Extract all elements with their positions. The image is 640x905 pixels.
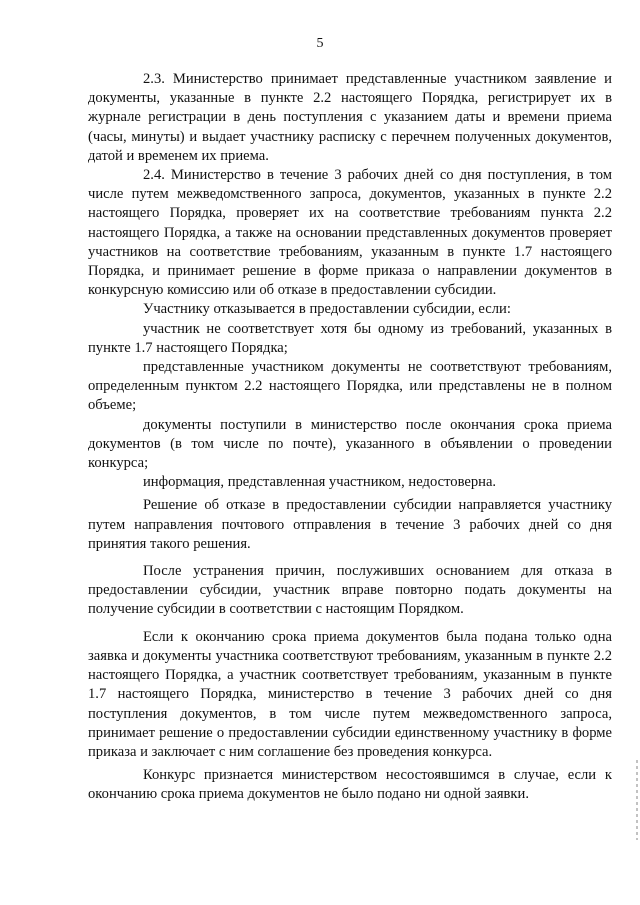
- document-body: [88, 70, 612, 805]
- failed-contest-paragraph: Конкурс признается министерством несостоявшимся в случае, если к окончанию срока приема документов не было подано ни одной заявки.: [88, 767, 612, 803]
- resubmission-paragraph: После устранения причин, послуживших основанием для отказа в предоставлении субсидии, участник вправе повторно подать документы на получение субсидии в соответствии с настоящим Порядком.: [88, 563, 612, 618]
- page-number: 5: [316, 36, 324, 51]
- refusal-intro: Участнику отказывается в предоставлении субсидии, если:: [143, 301, 511, 318]
- paragraph-2-3: 2.3. Министерство принимает представленные участником заявление и документы, указанные в пункте 2.2 настоящего Порядка, регистрирует их в журнале регистрации в день поступления с указанием даты и времени приема (часы, минуты) и выдает участнику расписку с перечнем полученных документов, датой и временем их приема.: [88, 71, 612, 164]
- refusal-reason-4: информация, представленная участником, недостоверна.: [143, 474, 497, 491]
- paragraph-2-4: 2.4. Министерство в течение 3 рабочих дней со дня поступления, в том числе путем межведомственного запроса, документов, указанных в пункте 2.2 настоящего Порядка, проверяет их на соответствие требованиям пункта 2.2 настоящего Порядка, а также на основании представленных документов проверяет участников на соответствие требованиям, указанным в пункте 1.7 настоящего Порядка, и принимает решение в форме приказа о направлении документов в конкурсную комиссию или об отказе в предоставлении субсидии.: [88, 167, 612, 299]
- refusal-reason-1: участник не соответствует хотя бы одному из требований, указанных в пункте 1.7 настоящего Порядка;: [88, 320, 612, 356]
- single-application-paragraph: Если к окончанию срока приема документов была подана только одна заявка и документы участника соответствуют требованиям, указанным в пункте 2.2 настоящего Порядка, а участник соответствует требованиям, указанным в пункте 1.7 настоящего Порядка, министерство в течение 3 рабочих дней со дня поступления документов, в том числе путем межведомственного запроса, принимает решение о предоставлении субсидии единственному участнику в форме приказа и заключает с ним соглашение без проведения конкурса.: [88, 628, 612, 760]
- scan-edge-mark: [636, 760, 638, 840]
- refusal-reason-3: документы поступили в министерство после окончания срока приема документов (в том числе по почте), указанного в объявлении о проведении конкурса;: [88, 416, 612, 472]
- refusal-reason-2: представленные участником документы не соответствуют требованиям, определенным пунктом 2.2 настоящего Порядка, или представлены не в полном объеме;: [88, 359, 612, 414]
- refusal-notification-paragraph: Решение об отказе в предоставлении субсидии направляется участнику путем направления почтового отправления в течение 3 рабочих дней со дня принятия такого решения.: [88, 497, 612, 552]
